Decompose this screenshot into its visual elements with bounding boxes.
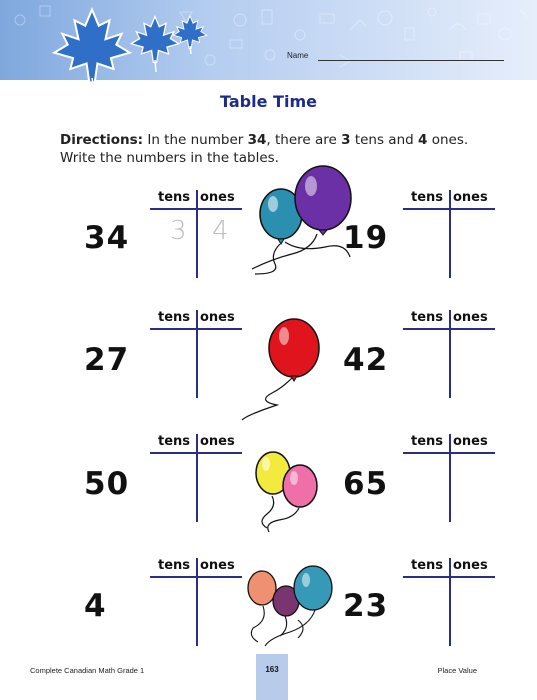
ones-header: ones <box>453 190 488 205</box>
table-divider-line <box>196 310 198 398</box>
problem-number: 65 <box>343 466 389 502</box>
page-number: 163 <box>265 665 279 674</box>
problem-number: 50 <box>84 466 130 502</box>
page-number-tab <box>256 654 288 700</box>
ones-header: ones <box>453 310 488 325</box>
problem-number: 23 <box>343 588 389 624</box>
directions-text: Directions: In the number 34, there are 3 tens and 4 ones. Write the numbers in the tables. <box>60 132 469 166</box>
red-balloon-illustration <box>232 314 332 424</box>
ones-header: ones <box>453 558 488 573</box>
tens-header: tens <box>158 310 191 325</box>
place-value-table[interactable] <box>150 434 242 522</box>
problem-number: 34 <box>84 220 130 256</box>
ones-header: ones <box>200 190 235 205</box>
table-divider-line <box>449 310 451 398</box>
tens-header: tens <box>411 190 444 205</box>
ones-header: ones <box>200 558 235 573</box>
table-divider-line <box>196 434 198 522</box>
table-divider-line <box>196 558 198 646</box>
place-value-table[interactable] <box>403 558 495 646</box>
place-value-table[interactable] <box>403 190 495 278</box>
traced-ones-digit: 4 <box>212 216 229 246</box>
balloons-illustration-teal-purple <box>225 160 355 280</box>
problem-number: 4 <box>84 588 107 624</box>
name-label: Name <box>287 51 309 60</box>
ones-header: ones <box>200 310 235 325</box>
footer-section: Place Value <box>437 666 477 675</box>
directions-label: Directions: <box>60 132 144 148</box>
footer-book-title: Complete Canadian Math Grade 1 <box>30 666 145 675</box>
problem-number: 42 <box>343 342 389 378</box>
place-value-table[interactable] <box>403 434 495 522</box>
traced-tens-digit: 3 <box>170 216 187 246</box>
table-divider-line <box>449 558 451 646</box>
problem-number: 19 <box>343 220 389 256</box>
yellow-pink-balloons-illustration <box>244 448 344 538</box>
tens-header: tens <box>411 434 444 449</box>
page-title: Table Time <box>220 92 317 111</box>
problem-number: 27 <box>84 342 130 378</box>
tens-header: tens <box>158 434 191 449</box>
place-value-table[interactable] <box>150 310 242 398</box>
tens-header: tens <box>158 190 191 205</box>
maple-leaves-decoration <box>0 0 230 100</box>
ones-header: ones <box>200 434 235 449</box>
table-divider-line <box>449 434 451 522</box>
tens-header: tens <box>411 558 444 573</box>
name-field[interactable] <box>318 60 504 61</box>
tens-header: tens <box>411 310 444 325</box>
place-value-table[interactable] <box>403 310 495 398</box>
table-divider-line <box>196 190 198 278</box>
table-divider-line <box>449 190 451 278</box>
four-balloons-illustration <box>238 564 348 654</box>
tens-header: tens <box>158 558 191 573</box>
ones-header: ones <box>453 434 488 449</box>
place-value-table[interactable] <box>150 558 242 646</box>
